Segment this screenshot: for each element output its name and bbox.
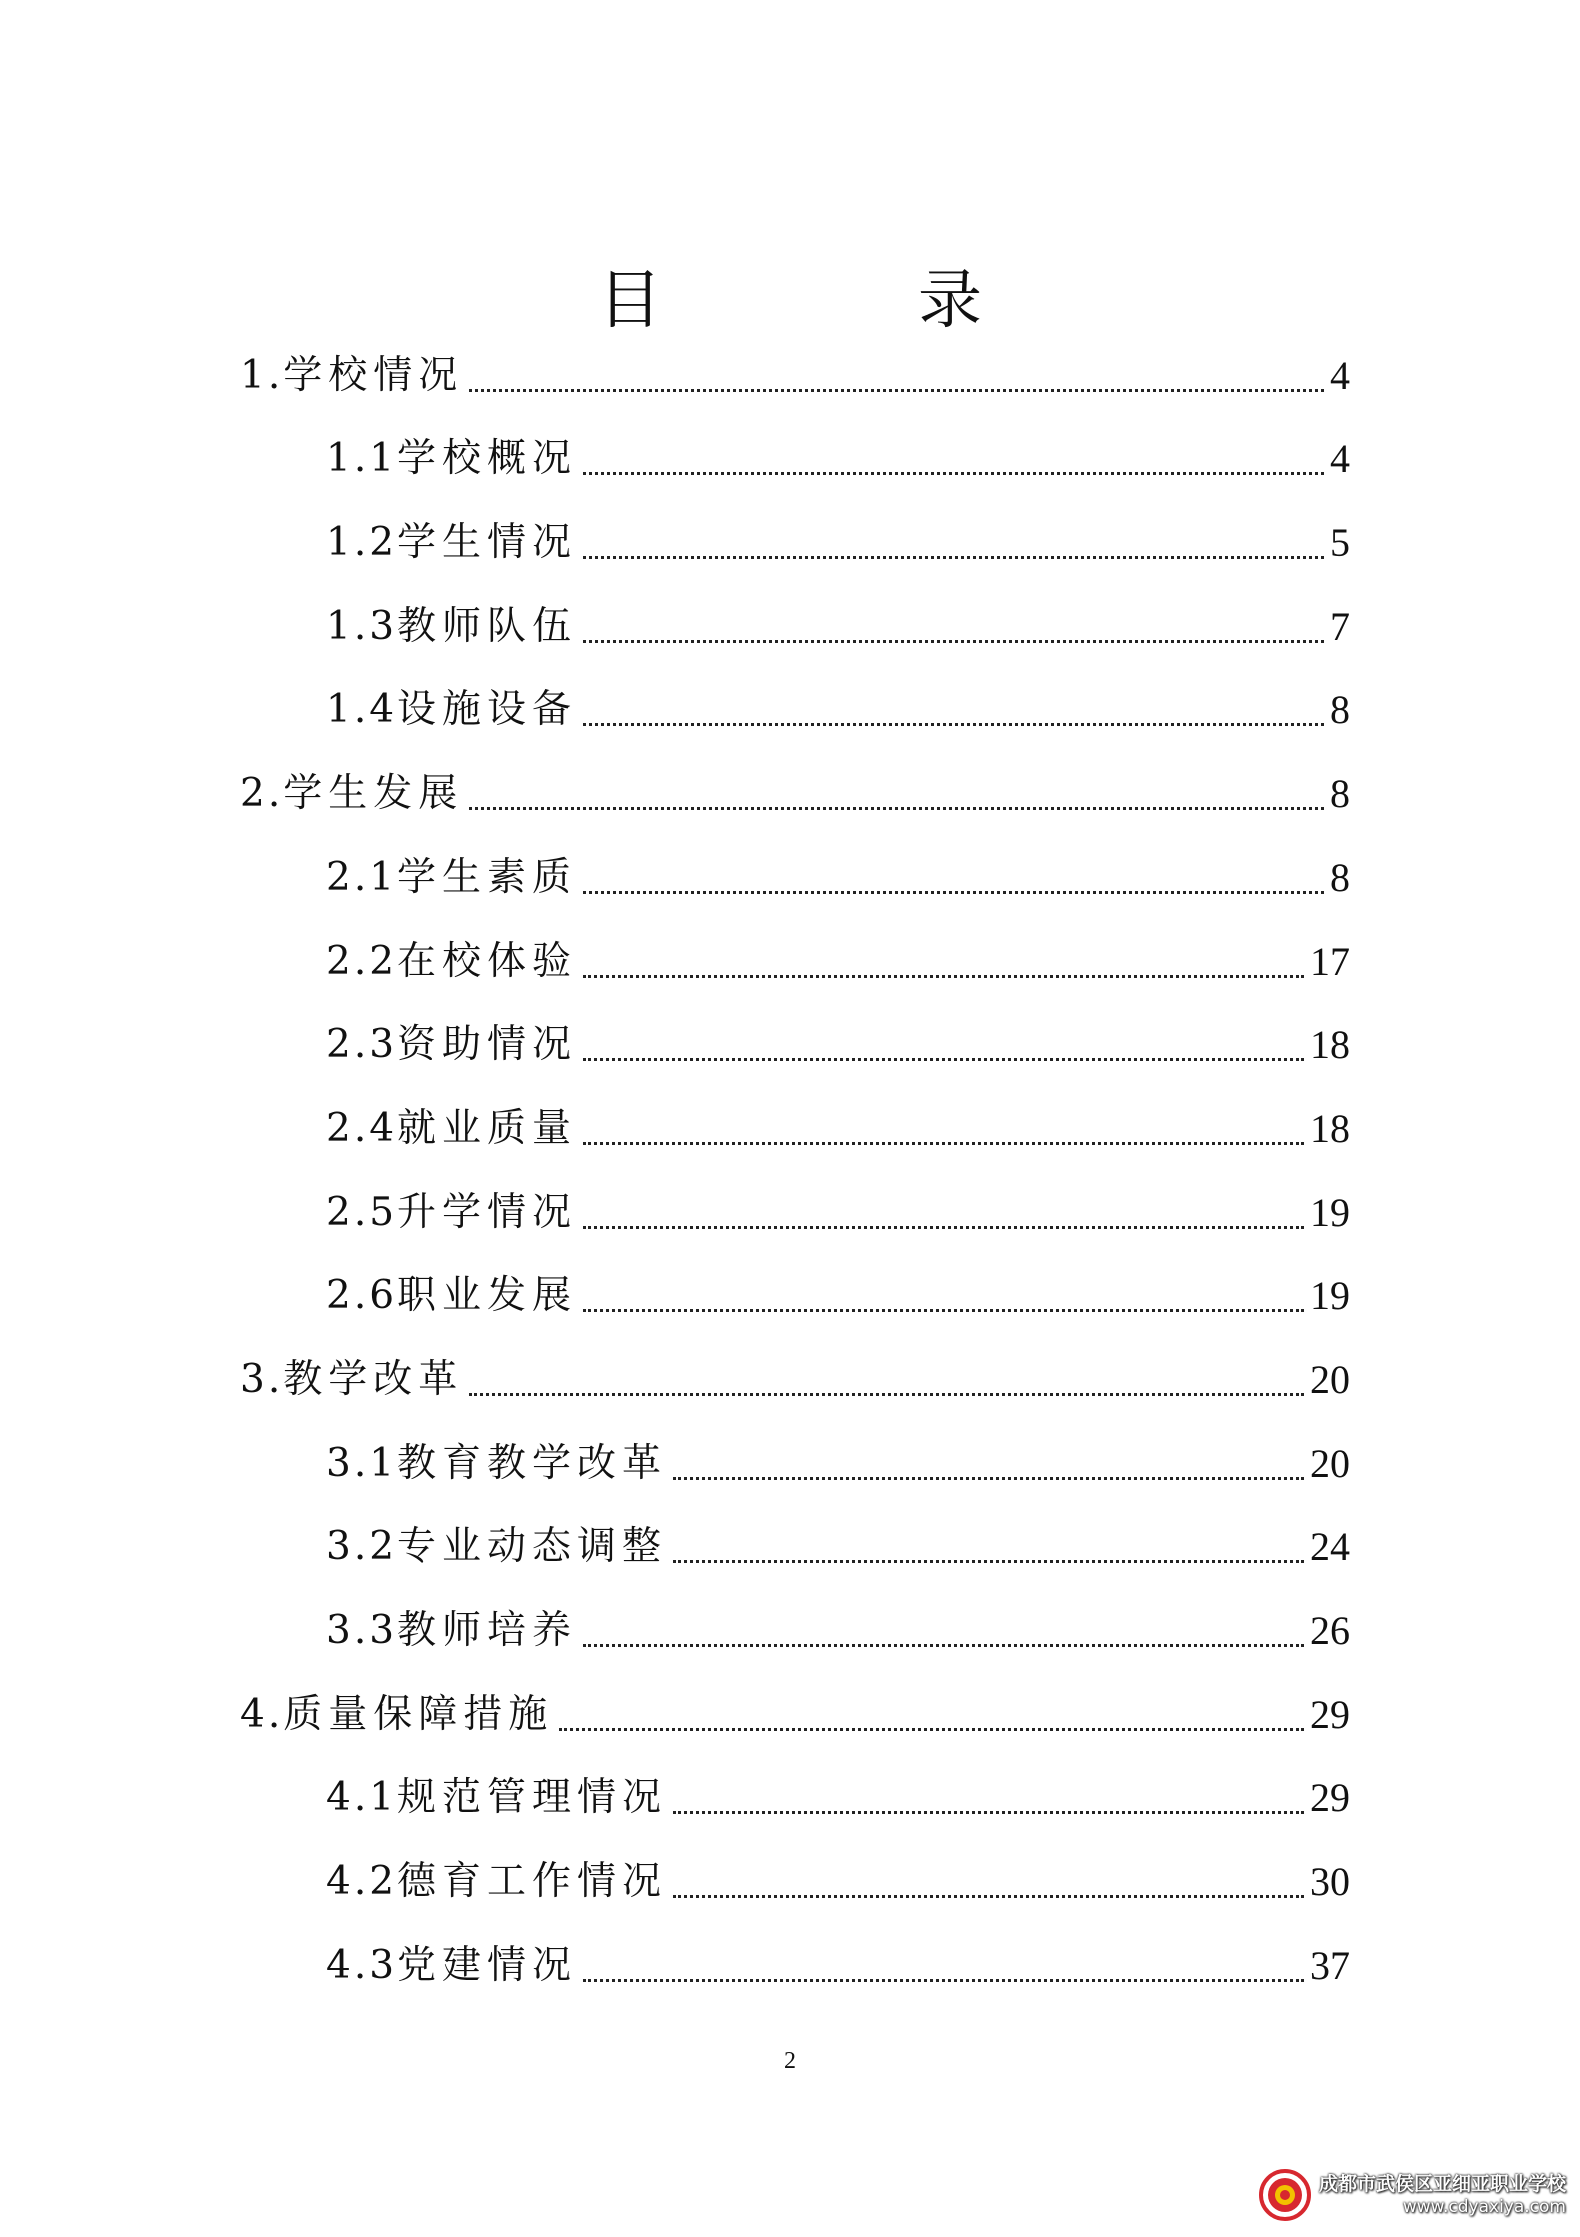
toc-entry[interactable]	[240, 1243, 1350, 1327]
toc-entry-number: 3.	[240, 1356, 284, 1402]
toc-entry-page: 19	[1310, 1273, 1350, 1319]
toc-entry-label: 资助情况	[397, 1022, 578, 1068]
toc-dot-leader	[583, 1142, 1304, 1145]
toc-dot-leader	[469, 389, 1324, 392]
watermark-text	[1319, 2172, 1566, 2218]
watermark-url: www.cdyaxiya.com	[1402, 2197, 1566, 2217]
toc-entry-label: 在校体验	[397, 938, 578, 984]
toc-dot-leader	[559, 1728, 1304, 1731]
toc-entry-label: 专业动态调整	[397, 1524, 668, 1570]
toc-dot-leader	[583, 1058, 1304, 1061]
toc-dot-leader	[583, 1979, 1304, 1982]
toc-entry-page: 8	[1330, 687, 1350, 733]
toc-dot-leader	[469, 807, 1324, 810]
toc-entry[interactable]	[240, 657, 1350, 741]
toc-entry-page: 7	[1330, 603, 1350, 649]
toc-dot-leader	[583, 640, 1324, 643]
toc-entry[interactable]	[240, 1494, 1350, 1578]
toc-entry[interactable]	[240, 1912, 1350, 1996]
toc-entry[interactable]	[240, 1745, 1350, 1829]
school-logo-icon	[1259, 2169, 1311, 2221]
toc-entry-page: 17	[1310, 938, 1350, 984]
toc-entry-page: 19	[1310, 1189, 1350, 1235]
toc-entry[interactable]	[240, 824, 1350, 908]
toc-entry[interactable]	[240, 1661, 1350, 1745]
toc-entry-label: 设施设备	[397, 687, 578, 733]
toc-entry-page: 29	[1310, 1691, 1350, 1737]
toc-dot-leader	[583, 891, 1324, 894]
toc-entry-label: 教学改革	[283, 1356, 464, 1402]
toc-dot-leader	[673, 1560, 1304, 1563]
toc-entry-page: 18	[1310, 1022, 1350, 1068]
toc-entry-number: 3.2	[326, 1524, 398, 1570]
toc-entry-page: 18	[1310, 1105, 1350, 1151]
toc-entry-number: 2.2	[326, 938, 398, 984]
toc-entry-label: 学生素质	[397, 854, 578, 900]
toc-dot-leader	[469, 1393, 1304, 1396]
toc-entry[interactable]	[240, 1577, 1350, 1661]
toc-entry-number: 4.3	[326, 1942, 398, 1988]
toc-entry-number: 2.1	[326, 854, 398, 900]
toc-entry-label: 教师培养	[397, 1608, 578, 1653]
toc-entry-page: 5	[1330, 520, 1350, 566]
toc-entry-label: 学校概况	[397, 436, 578, 482]
toc-title: 目 录	[598, 263, 1078, 338]
toc-list	[240, 322, 1350, 1996]
toc-entry-label: 质量保障措施	[283, 1691, 554, 1737]
toc-entry-label: 学生情况	[397, 520, 578, 566]
toc-entry-page: 20	[1310, 1356, 1350, 1402]
toc-entry-label: 学生发展	[283, 771, 464, 817]
toc-entry-page: 30	[1310, 1859, 1350, 1905]
toc-entry-page: 29	[1310, 1775, 1350, 1821]
toc-entry-number: 3.3	[326, 1608, 398, 1653]
toc-entry[interactable]	[240, 573, 1350, 657]
toc-entry-page: 8	[1330, 854, 1350, 900]
toc-entry-label: 党建情况	[397, 1942, 578, 1988]
toc-entry-number: 2.	[240, 771, 284, 817]
watermark-school-name: 成都市武侯区亚细亚职业学校	[1318, 2173, 1566, 2195]
watermark	[1259, 2169, 1566, 2221]
toc-entry-page: 8	[1330, 771, 1350, 817]
toc-dot-leader	[673, 1477, 1304, 1480]
toc-entry[interactable]	[240, 1159, 1350, 1243]
toc-entry-label: 升学情况	[397, 1189, 578, 1235]
toc-entry-label: 教师队伍	[397, 603, 578, 649]
toc-dot-leader	[583, 1226, 1304, 1229]
toc-entry-number: 2.5	[326, 1189, 398, 1235]
toc-entry-label: 德育工作情况	[397, 1859, 668, 1905]
toc-entry[interactable]	[240, 322, 1350, 406]
toc-entry[interactable]	[240, 406, 1350, 490]
toc-entry-number: 1.	[240, 352, 284, 398]
toc-entry[interactable]	[240, 1326, 1350, 1410]
toc-entry-page: 37	[1310, 1942, 1350, 1988]
toc-dot-leader	[583, 723, 1324, 726]
toc-entry-page: 4	[1330, 436, 1350, 482]
toc-entry-page: 24	[1310, 1524, 1350, 1570]
toc-entry[interactable]	[240, 740, 1350, 824]
toc-entry-label: 规范管理情况	[397, 1775, 668, 1821]
toc-entry-label: 职业发展	[397, 1273, 578, 1319]
toc-entry[interactable]	[240, 1828, 1350, 1912]
toc-entry[interactable]	[240, 1410, 1350, 1494]
toc-dot-leader	[583, 472, 1324, 475]
toc-entry-label: 学校情况	[283, 352, 464, 398]
toc-entry-page: 4	[1330, 352, 1350, 398]
toc-entry[interactable]	[240, 489, 1350, 573]
toc-entry[interactable]	[240, 992, 1350, 1076]
toc-dot-leader	[583, 556, 1324, 559]
toc-dot-leader	[583, 1644, 1304, 1647]
toc-entry-page: 26	[1310, 1608, 1350, 1653]
toc-entry[interactable]	[240, 1075, 1350, 1159]
toc-entry-number: 4.	[240, 1691, 284, 1737]
toc-entry-number: 2.6	[326, 1273, 398, 1319]
toc-entry-label: 教育教学改革	[397, 1440, 668, 1486]
toc-dot-leader	[673, 1811, 1304, 1814]
toc-dot-leader	[673, 1895, 1304, 1898]
toc-entry-number: 2.3	[326, 1022, 398, 1068]
toc-entry-number: 1.1	[326, 436, 398, 482]
toc-entry-number: 1.4	[326, 687, 398, 733]
toc-entry-number: 3.1	[326, 1440, 398, 1486]
page-number: 2	[784, 2048, 796, 2074]
toc-entry-number: 4.2	[326, 1859, 398, 1905]
toc-dot-leader	[583, 1309, 1304, 1312]
toc-entry-number: 2.4	[326, 1105, 398, 1151]
toc-entry[interactable]	[240, 908, 1350, 992]
toc-entry-number: 4.1	[326, 1775, 398, 1821]
toc-entry-page: 20	[1310, 1440, 1350, 1486]
toc-dot-leader	[583, 975, 1304, 978]
toc-entry-number: 1.3	[326, 603, 398, 649]
toc-entry-number: 1.2	[326, 520, 398, 566]
toc-entry-label: 就业质量	[397, 1105, 578, 1151]
